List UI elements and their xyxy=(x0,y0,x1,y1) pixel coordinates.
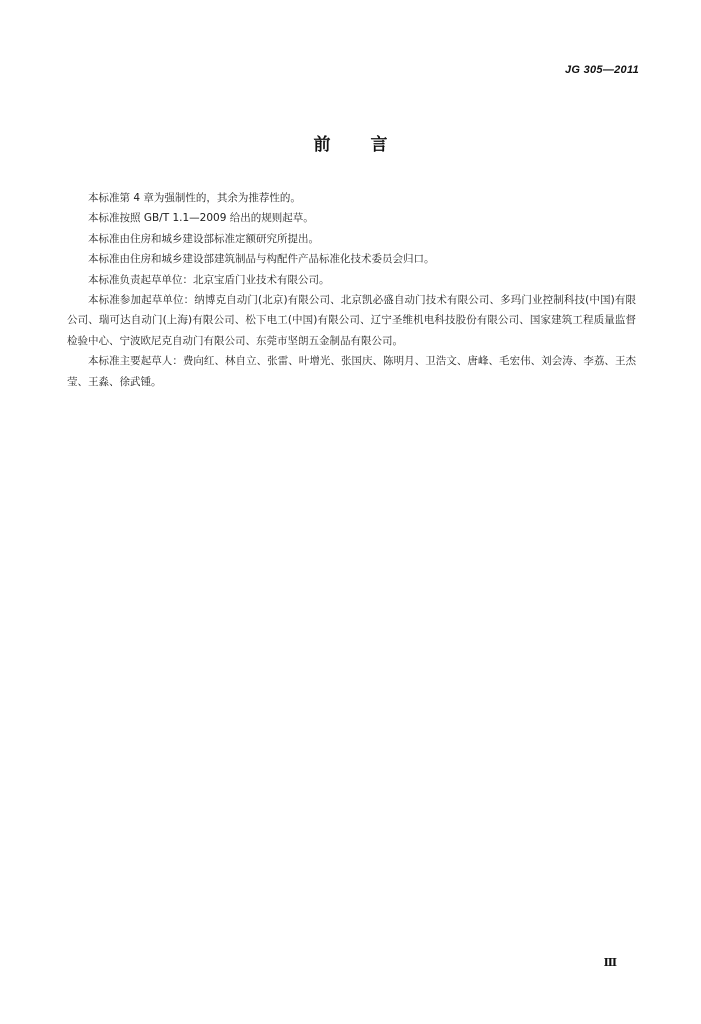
paragraph-main-drafters: 本标准主要起草人：费向红、林自立、张雷、叶增光、张国庆、陈明月、卫浩文、唐峰、毛宏伟、刘会涛、李荔、王杰莹、王淼、徐武锺。 xyxy=(67,355,636,388)
body-text xyxy=(67,188,636,392)
page-number: Ⅲ xyxy=(603,956,617,969)
paragraph-participating-drafters: 本标准参加起草单位：纳博克自动门(北京)有限公司、北京凯必盛自动门技术有限公司、多玛门业控制科技(中国)有限公司、瑞可达自动门(上海)有限公司、松下电工(中国)有限公司、辽宁圣维机电科技股份有限公司、国家建筑工程质量监督检验中心、宁波欧尼克自动门有限公司、东莞市坚朗五金制品有限公司。 xyxy=(67,294,636,347)
paragraph-drafting-rules: 本标准按照 GB/T 1.1—2009 给出的规则起草。 xyxy=(88,212,314,225)
paragraph-responsible-drafter: 本标准负责起草单位：北京宝盾门业技术有限公司。 xyxy=(88,273,330,286)
paragraph-under-jurisdiction: 本标准由住房和城乡建设部建筑制品与构配件产品标准化技术委员会归口。 xyxy=(88,253,435,266)
paragraph-mandatory-clause: 本标准第 4 章为强制性的，其余为推荐性的。 xyxy=(88,192,301,204)
paragraph-proposed-by: 本标准由住房和城乡建设部标准定额研究所提出。 xyxy=(88,232,319,245)
page-title: 前言 xyxy=(313,135,428,155)
standard-number: JG 305—2011 xyxy=(564,64,639,76)
